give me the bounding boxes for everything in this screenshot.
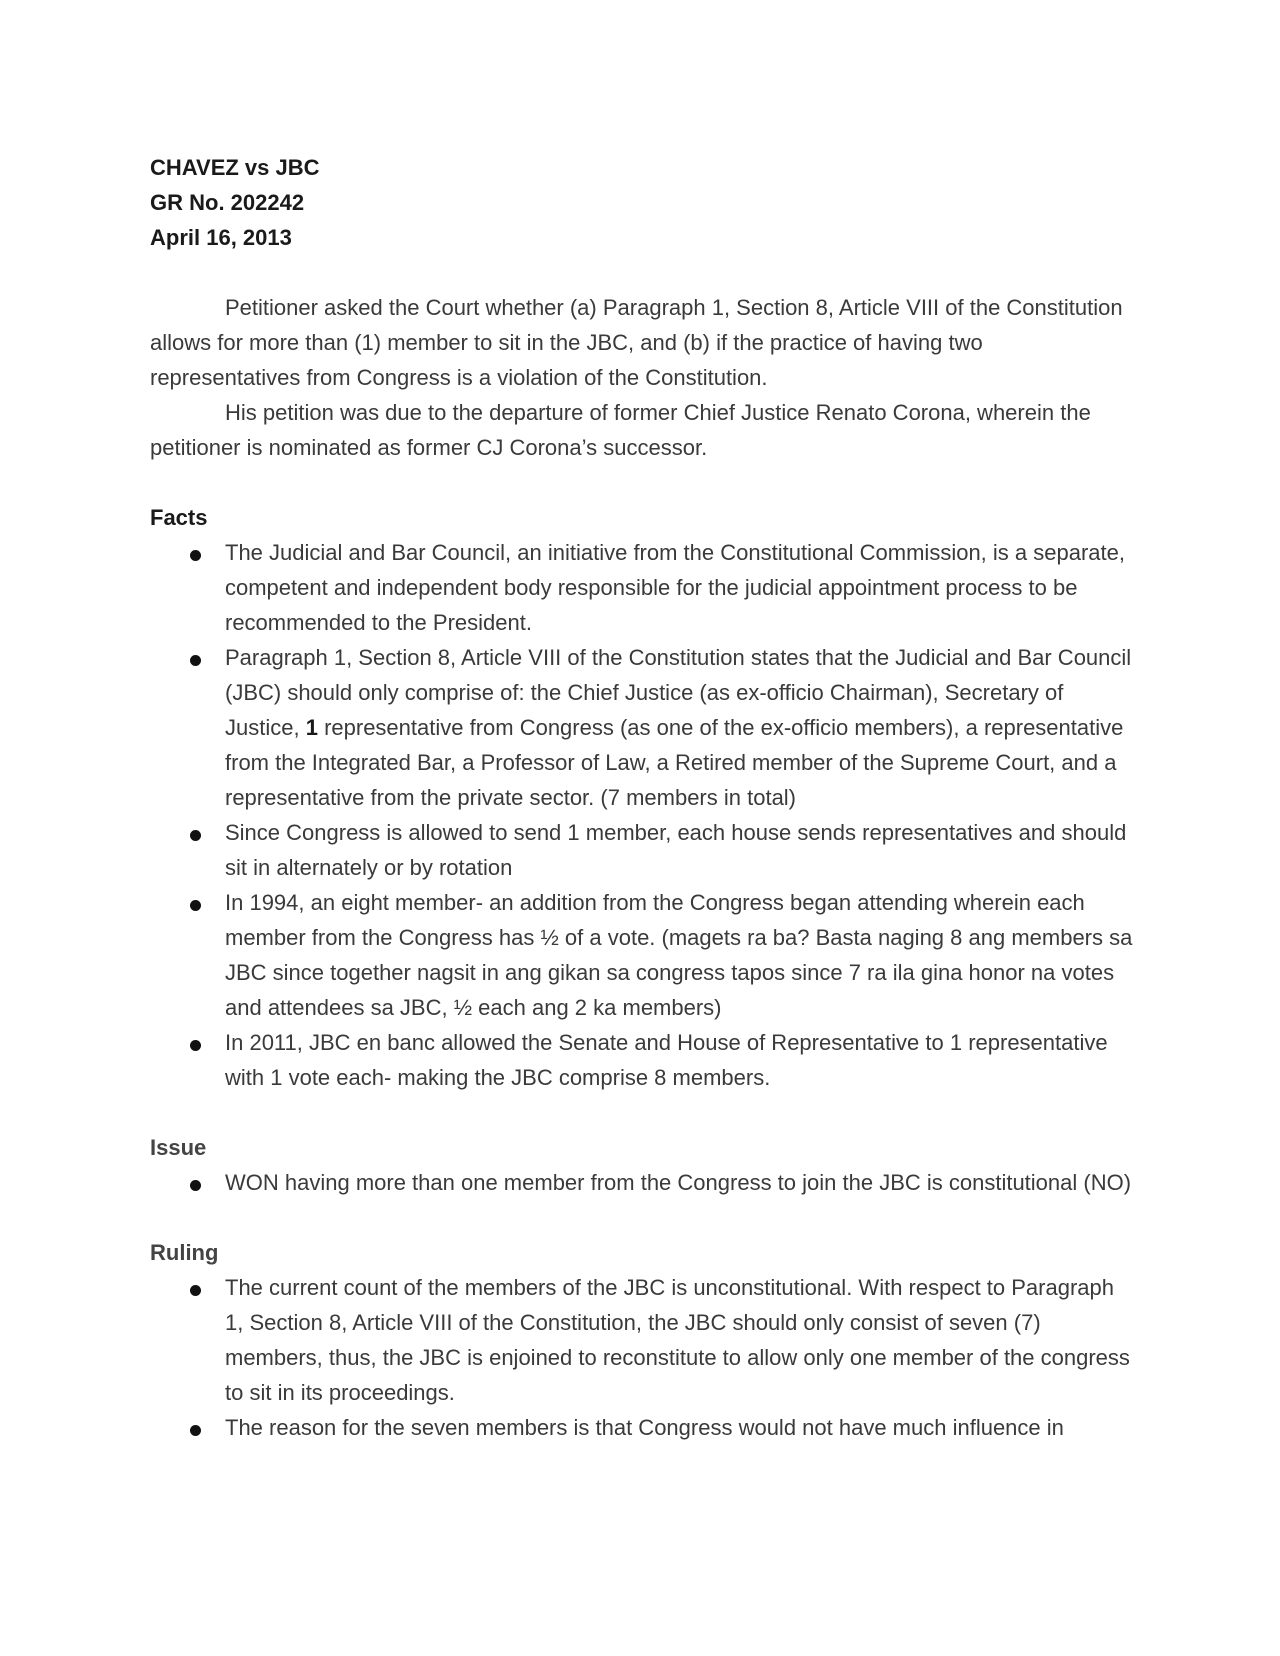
- bullet-icon: [190, 1040, 201, 1051]
- list-item: [150, 535, 1135, 640]
- list-item: [150, 815, 1135, 885]
- list-item-text: In 1994, an eight member- an addition from the Congress began attending wherein each member from the Congress has ½ of a vote. (magets ra ba? Basta naging 8 ang members sa JBC since together nagsit in ang gikan sa congress tapos since 7 ra ila gina honor na votes and attendees sa JBC, ½ each ang 2 ka members): [225, 890, 1133, 1020]
- bold-count: 1: [305, 715, 318, 740]
- list-item-text: The reason for the seven members is that Congress would not have much influence in: [225, 1415, 1064, 1440]
- ruling-list: [150, 1270, 1135, 1445]
- list-item-text: In 2011, JBC en banc allowed the Senate and House of Representative to 1 representative with 1 vote each- making the JBC comprise 8 members.: [225, 1030, 1108, 1090]
- facts-list: [150, 535, 1135, 1095]
- bullet-icon: [190, 1180, 201, 1191]
- list-item-text: WON having more than one member from the Congress to join the JBC is constitutional (NO): [225, 1170, 1132, 1195]
- list-item: [150, 1270, 1135, 1410]
- list-item: [150, 640, 1135, 815]
- list-item: [150, 1410, 1135, 1445]
- case-header: [150, 150, 1135, 255]
- document-page: [150, 150, 1135, 1445]
- list-item-text: The Judicial and Bar Council, an initiative from the Constitutional Commission, is a separate, competent and independent body responsible for the judicial appointment process to be recommended to the President.: [225, 540, 1125, 635]
- issue-heading: Issue: [150, 1135, 207, 1160]
- list-item: [150, 1165, 1135, 1200]
- issue-list: [150, 1165, 1135, 1200]
- list-item: [150, 1025, 1135, 1095]
- intro-section: [150, 290, 1135, 465]
- bullet-icon: [190, 655, 201, 666]
- bullet-icon: [190, 830, 201, 841]
- list-item: [150, 885, 1135, 1025]
- bullet-icon: [190, 1425, 201, 1436]
- bullet-icon: [190, 550, 201, 561]
- bullet-icon: [190, 900, 201, 911]
- facts-heading: Facts: [150, 505, 208, 530]
- intro-paragraph-2: His petition was due to the departure of former Chief Justice Renato Corona, wherein the petitioner is nominated as former CJ Corona’s successor.: [150, 400, 1091, 460]
- list-item-text: The current count of the members of the JBC is unconstitutional. With respect to Paragraph 1, Section 8, Article VIII of the Constitution, the JBC should only consist of seven (7) members, thus, the JBC is enjoined to reconstitute to allow only one member of the congress to sit in its proceedings.: [225, 1275, 1130, 1405]
- ruling-heading: Ruling: [150, 1240, 219, 1265]
- bullet-icon: [190, 1285, 201, 1296]
- intro-paragraph-1: Petitioner asked the Court whether (a) Paragraph 1, Section 8, Article VIII of the Constitution allows for more than (1) member to sit in the JBC, and (b) if the practice of having two representatives from Congress is a violation of the Constitution.: [150, 295, 1123, 390]
- case-title: CHAVEZ vs JBC: [150, 155, 320, 180]
- decision-date: April 16, 2013: [150, 225, 292, 250]
- list-item-text: Since Congress is allowed to send 1 member, each house sends representatives and should sit in alternately or by rotation: [225, 820, 1127, 880]
- gr-number: GR No. 202242: [150, 190, 305, 215]
- list-item-text-start: Paragraph 1, Section 8, Article VIII of the Constitution states that the Judicial and Bar Council (JBC) should only comprise of: the Chief Justice (as ex-officio Chairman), Secretary of Justice,: [225, 645, 1132, 740]
- list-item-text-end: representative from Congress (as one of the ex-officio members), a representative from the Integrated Bar, a Professor of Law, a Retired member of the Supreme Court, and a representative from the private sector. (7 members in total): [225, 715, 1124, 810]
